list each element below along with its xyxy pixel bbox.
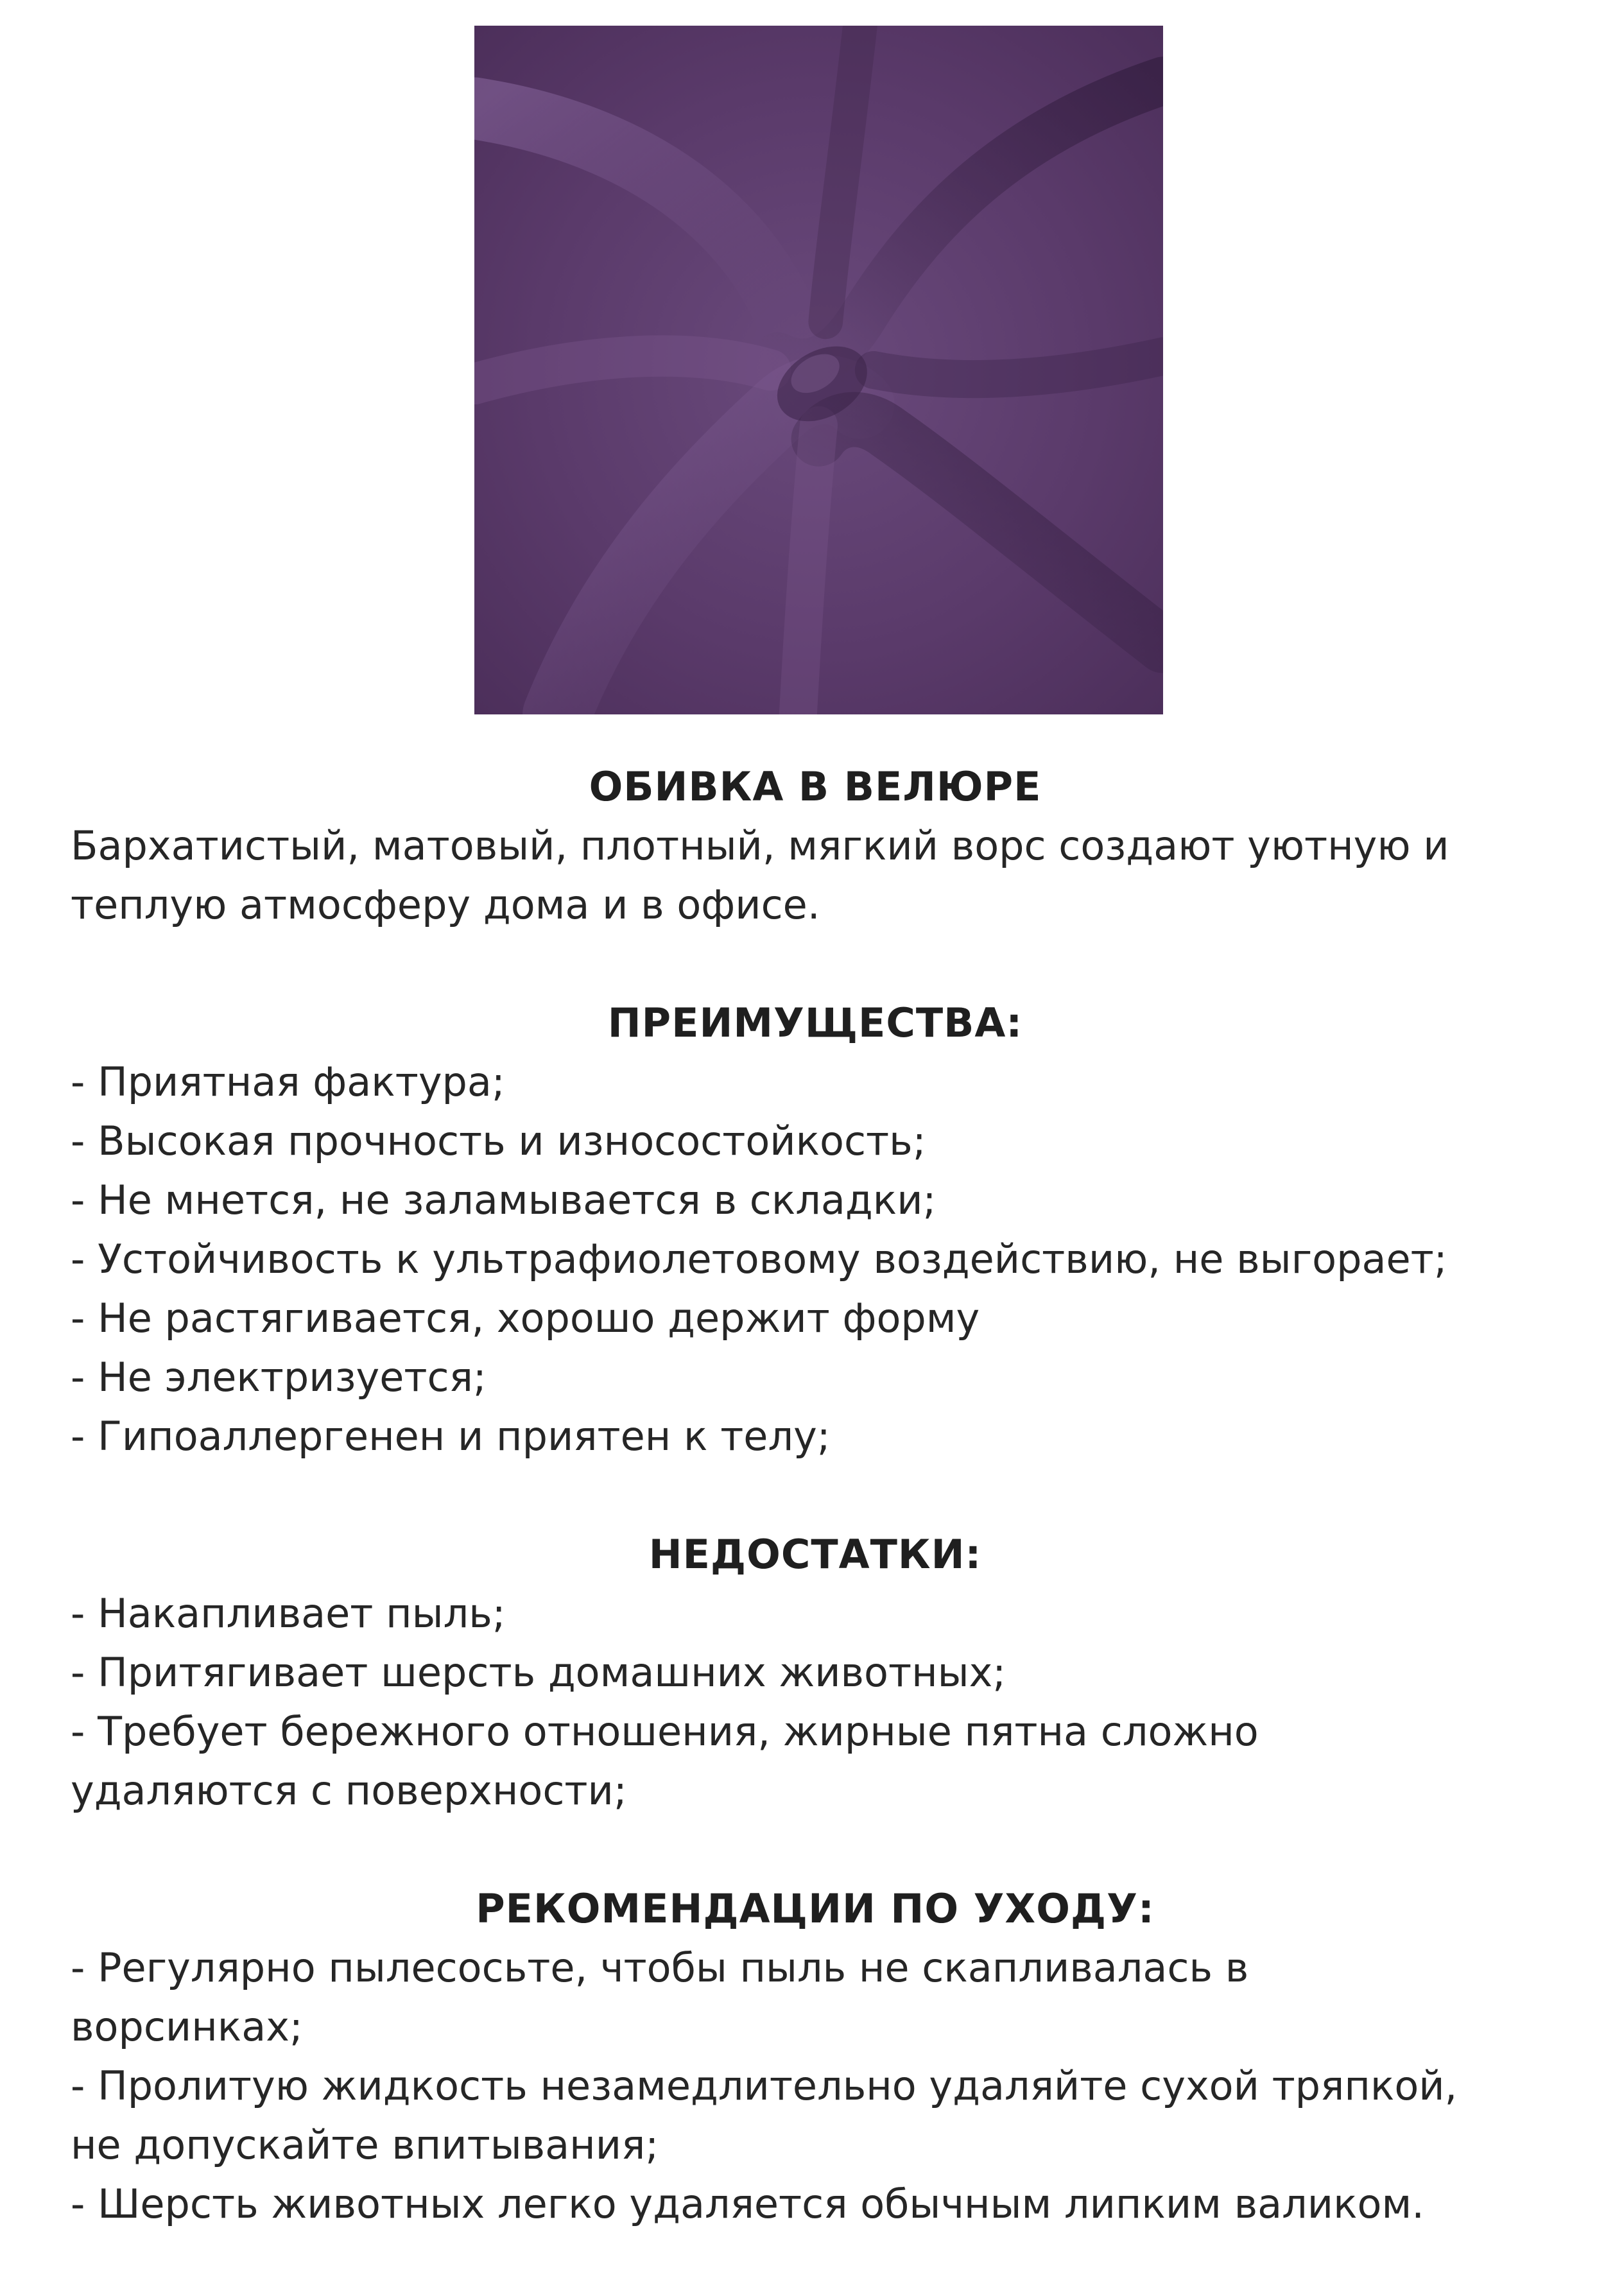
spacer [71,935,1560,994]
fabric-swatch-image [474,26,1163,714]
disadvantages-item: удаляются с поверхности; [71,1767,627,1814]
care-title: РЕКОМЕНДАЦИИ ПО УХОДУ: [476,1885,1155,1932]
intro-text-line: Бархатистый, матовый, плотный, мягкий ворс создают уютную и [71,822,1449,869]
intro-title: ОБИВКА В ВЕЛЮРЕ [589,763,1042,810]
intro-text-line: теплую атмосферу дома и в офисе. [71,881,820,928]
disadvantages-item: - Притягивает шерсть домашних животных; [71,1649,1006,1696]
description-content [71,757,1560,2234]
disadvantages-title: НЕДОСТАТКИ: [648,1531,982,1578]
advantages-item: - Не мнется, не заламывается в складки; [71,1177,937,1223]
care-item: - Шерсть животных легко удаляется обычным липким валиком. [71,2180,1424,2227]
advantages-title: ПРЕИМУЩЕСТВА: [607,999,1023,1046]
disadvantages-item: - Требует бережного отношения, жирные пятна сложно [71,1708,1259,1755]
spacer [71,1466,1560,1525]
advantages-item: - Не растягивается, хорошо держит форму [71,1295,980,1342]
care-item: не допускайте впитывания; [71,2121,659,2168]
disadvantages-item: - Накапливает пыль; [71,1590,506,1637]
care-item: ворсинках; [71,2003,303,2050]
advantages-item: - Гипоаллергенен и приятен к телу; [71,1413,831,1460]
care-item: - Регулярно пылесосьте, чтобы пыль не скапливалась в [71,1944,1249,1991]
advantages-item: - Высокая прочность и износостойкость; [71,1118,926,1164]
spacer [71,1820,1560,1879]
care-item: - Пролитую жидкость незамедлительно удаляйте сухой тряпкой, [71,2062,1458,2109]
advantages-item: - Устойчивость к ультрафиолетовому воздействию, не выгорает; [71,1236,1447,1282]
advantages-item: - Приятная фактура; [71,1058,505,1105]
advantages-item: - Не электризуется; [71,1354,487,1401]
velour-swirl-illustration [474,26,1163,714]
